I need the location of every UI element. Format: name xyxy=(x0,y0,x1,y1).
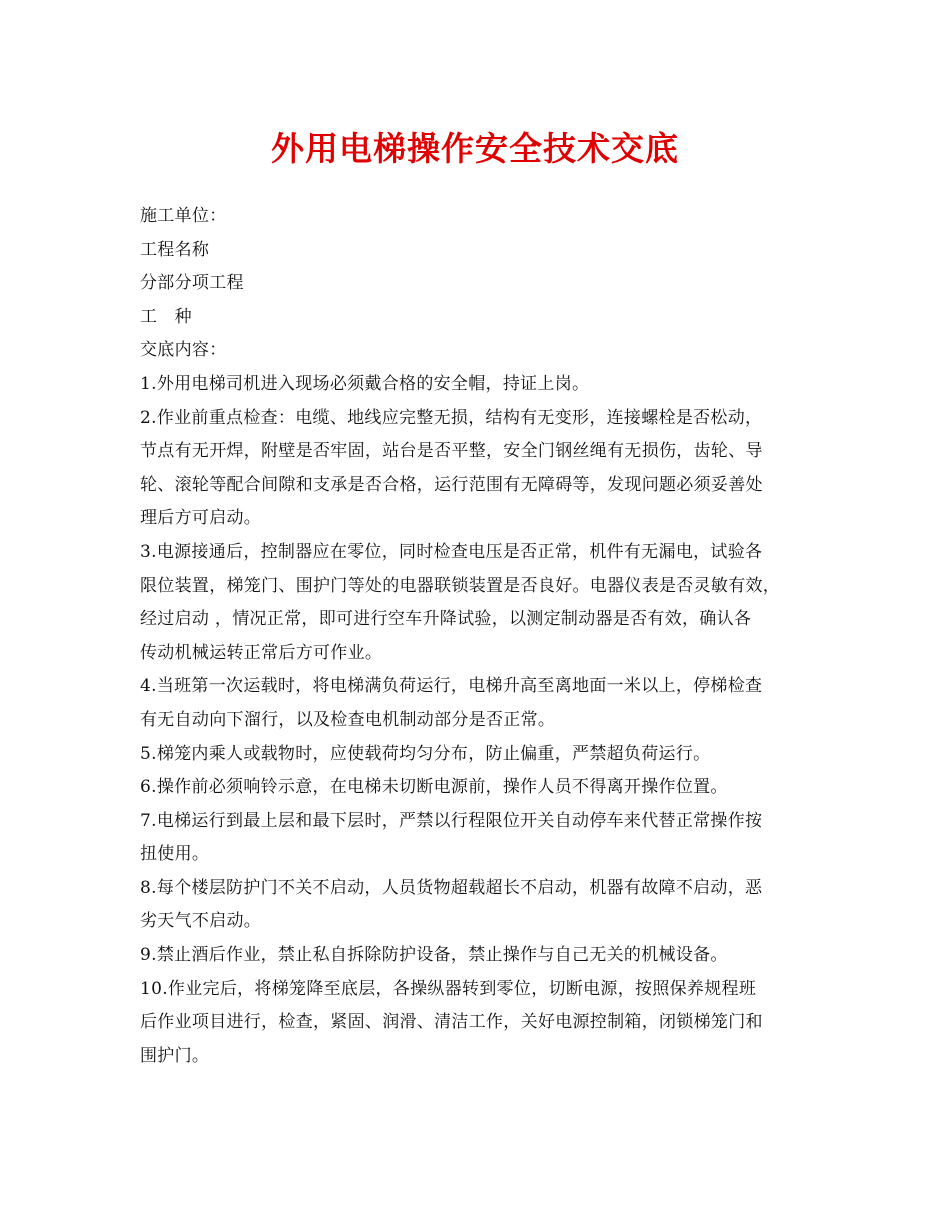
content-line: 2.作业前重点检查：电缆、地线应完整无损，结构有无变形，连接螺栓是否松动， xyxy=(140,407,763,428)
content-line: 10.作业完后，将梯笼降至底层，各操纵器转到零位，切断电源，按照保养规程班 xyxy=(140,978,757,999)
content-line: 有无自动向下溜行，以及检查电机制动部分是否正常。 xyxy=(140,709,556,730)
content-line: 7.电梯运行到最上层和最下层时，严禁以行程限位开关自动停车来代替正常操作按 xyxy=(140,810,763,831)
field-work-type: 工 种 xyxy=(140,306,192,327)
content-line: 理后方可启动。 xyxy=(140,508,262,529)
content-line: 6.操作前必须响铃示意，在电梯未切断电源前，操作人员不得离开操作位置。 xyxy=(140,777,728,798)
content-line: 4.当班第一次运载时，将电梯满负荷运行，电梯升高至离地面一米以上，停梯检查 xyxy=(140,676,763,697)
document-title: 外用电梯操作安全技术交底 xyxy=(271,129,679,168)
content-line: 9.禁止酒后作业，禁止私自拆除防护设备，禁止操作与自己无关的机械设备。 xyxy=(140,945,728,966)
field-construction-unit: 施工单位： xyxy=(140,206,227,226)
field-sub-project: 分部分项工程 xyxy=(140,273,244,294)
field-project-name: 工程名称 xyxy=(140,239,210,260)
content-line: 1.外用电梯司机进入现场必须戴合格的安全帽，持证上岗。 xyxy=(140,373,590,394)
content-line: 传动机械运转正常后方可作业。 xyxy=(140,642,383,663)
content-line: 5.梯笼内乘人或载物时，应使载荷均匀分布，防止偏重，严禁超负荷运行。 xyxy=(140,743,711,764)
content-line: 限位装置，梯笼门、围护门等处的电器联锁装置是否良好。电器仪表是否灵敏有效， xyxy=(140,575,781,596)
content-line: 劣天气不启动。 xyxy=(140,911,262,932)
field-briefing-content: 交底内容： xyxy=(140,340,227,361)
content-line: 后作业项目进行，检查，紧固、润滑、清洁工作，关好电源控制箱，闭锁梯笼门和 xyxy=(140,1012,763,1033)
content-line: 经过启动 ，情况正常，即可进行空车升降试验，以测定制动器是否有效，确认各 xyxy=(140,609,752,630)
content-line: 节点有无开焊，附壁是否牢固，站台是否平整，安全门钢丝绳有无损伤，齿轮、导 xyxy=(140,441,763,462)
content-line: 8.每个楼层防护门不关不启动，人员货物超载超长不启动，机器有故障不启动，恶 xyxy=(140,877,763,898)
content-line: 扭使用。 xyxy=(140,844,210,865)
content-line: 围护门。 xyxy=(140,1045,210,1066)
document-body xyxy=(140,200,820,1073)
content-line: 3.电源接通后，控制器应在零位，同时检查电压是否正常，机件有无漏电，试验各 xyxy=(140,541,763,562)
content-line: 轮、滚轮等配合间隙和支承是否合格，运行范围有无障碍等，发现问题必须妥善处 xyxy=(140,474,763,495)
